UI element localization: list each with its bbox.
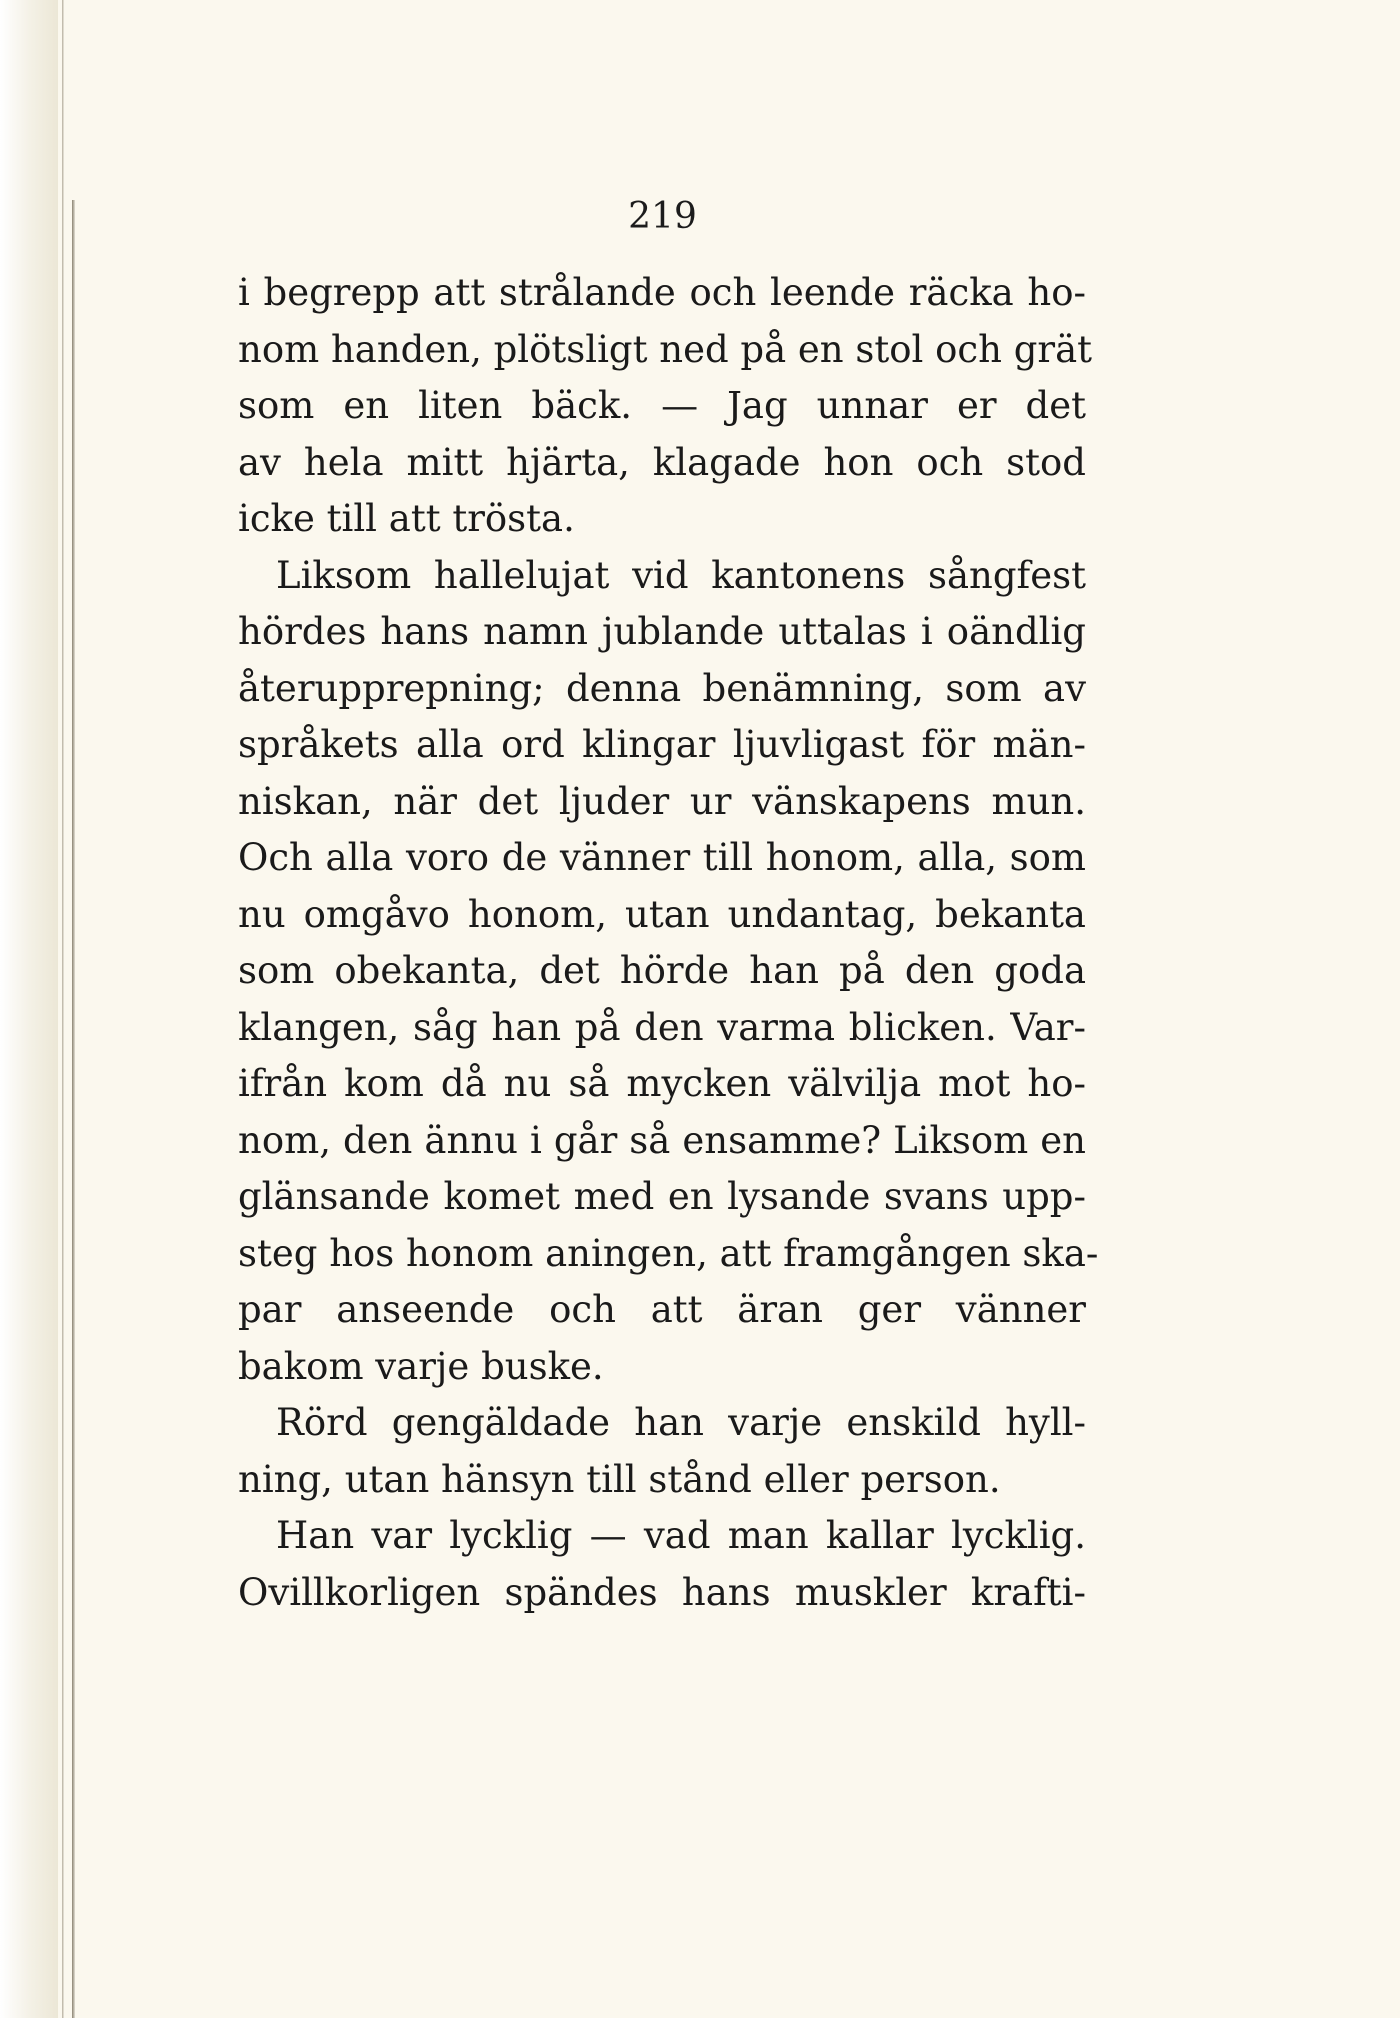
text-line: i begrepp att strålande och leende räcka ho- <box>238 271 1086 314</box>
text-line: Liksom hallelujat vid kantonens sångfest <box>276 553 1086 597</box>
text-line: av hela mitt hjärta, klagade hon och stod <box>238 440 1086 484</box>
text-line: återupprepning; denna benämning, som av <box>238 666 1086 710</box>
text-line: Ovillkorligen spändes hans muskler krafti- <box>238 1570 1086 1614</box>
text-line: Han var lycklig — vad man kallar lycklig. <box>276 1514 1086 1557</box>
text-line: nom handen, plötsligt ned på en stol och grät <box>238 327 1093 371</box>
text-line: ifrån kom då nu så mycken välvilja mot ho- <box>238 1062 1086 1105</box>
text-line: Och alla voro de vänner till honom, alla, som <box>238 836 1086 879</box>
text-line: som en liten bäck. — Jag unnar er det <box>238 384 1086 427</box>
gutter-shadow <box>62 0 64 2018</box>
text-line: icke till att trösta. <box>238 497 575 540</box>
text-line: språkets alla ord klingar ljuvligast för män- <box>238 723 1086 766</box>
text-line: som obekanta, det hörde han på den goda <box>238 949 1086 992</box>
page-number: 219 <box>628 196 697 237</box>
text-line: niskan, när det ljuder ur vänskapens mun. <box>238 779 1086 823</box>
body-text <box>238 265 1099 1621</box>
adjacent-page-edge <box>0 0 58 2018</box>
text-line: nom, den ännu i går så ensamme? Liksom en <box>238 1118 1086 1162</box>
text-line: steg hos honom aningen, att framgången ska- <box>238 1231 1099 1275</box>
text-line: Rörd gengäldade han varje enskild hyll- <box>276 1401 1086 1444</box>
text-line: ning, utan hänsyn till stånd eller person. <box>238 1457 1001 1501</box>
text-line: bakom varje buske. <box>238 1344 604 1388</box>
gutter-fold <box>72 200 75 2018</box>
text-line: nu omgåvo honom, utan undantag, bekanta <box>238 892 1086 936</box>
text-line: klangen, såg han på den varma blicken. Var- <box>238 1005 1086 1049</box>
text-line: par anseende och att äran ger vänner <box>238 1288 1086 1331</box>
text-line: glänsande komet med en lysande svans upp- <box>238 1175 1086 1218</box>
text-line: hördes hans namn jublande uttalas i oändlig <box>238 610 1086 653</box>
